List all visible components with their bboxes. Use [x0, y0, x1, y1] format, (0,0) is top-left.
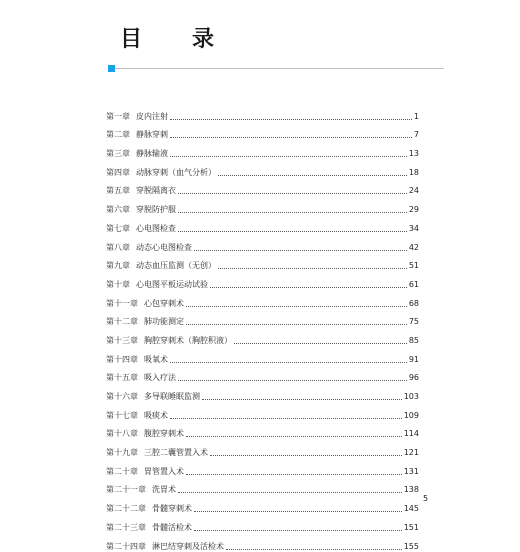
toc-chapter-title: 肺功能测定 [144, 317, 184, 327]
toc-chapter-number: 第六章 [106, 205, 130, 215]
toc-chapter-number: 第十八章 [106, 429, 138, 439]
toc-dot-leader [210, 287, 407, 288]
toc-entry[interactable] [106, 122, 419, 141]
toc-entry[interactable] [106, 215, 419, 234]
toc-dot-leader [186, 306, 407, 307]
toc-dot-leader [218, 268, 407, 269]
toc-chapter-number: 第十二章 [106, 317, 138, 327]
toc-page-number: 96 [408, 373, 419, 383]
toc-entry[interactable] [106, 365, 419, 384]
toc-chapter-title: 多导联睡眠监测 [144, 392, 200, 401]
toc-page-number: 7 [413, 130, 419, 140]
toc-chapter-title: 骨髓穿刺术 [152, 504, 192, 514]
toc-chapter-number: 第十三章 [106, 335, 138, 345]
toc-chapter-number: 第十章 [106, 279, 130, 289]
toc-dot-leader [170, 156, 407, 157]
page-number: 5 [423, 494, 429, 503]
toc-entry[interactable] [106, 402, 419, 421]
toc-page-number: 51 [408, 261, 419, 271]
toc-chapter-title: 吸痰术 [144, 410, 168, 420]
toc-dot-leader [178, 380, 407, 381]
toc-chapter-number: 第十五章 [106, 373, 138, 383]
toc-page-number: 42 [408, 242, 419, 252]
toc-entry[interactable] [106, 346, 419, 365]
toc-page-number: 131 [403, 466, 419, 476]
toc-chapter-number: 第二十章 [106, 466, 138, 476]
toc-chapter-title: 皮内注射 [136, 111, 168, 121]
toc-chapter-title: 穿脱隔离衣 [136, 186, 176, 196]
toc-chapter-title: 淋巴结穿刺及活检术 [152, 541, 224, 551]
toc-chapter-number: 第八章 [106, 242, 130, 252]
toc-page-number: 121 [403, 448, 419, 458]
toc-chapter-number: 第十六章 [106, 392, 138, 401]
toc-entry[interactable] [106, 178, 419, 197]
toc-page-number: 151 [403, 522, 419, 532]
toc-chapter-title: 吸氧术 [144, 354, 168, 364]
toc-chapter-number: 第一章 [106, 111, 130, 121]
toc-chapter-title: 心电图平板运动试验 [136, 279, 208, 289]
toc-dot-leader [226, 549, 402, 550]
toc-chapter-number: 第二十四章 [106, 541, 146, 551]
toc-chapter-number: 第二十三章 [106, 522, 146, 532]
page-title: 目 录 [120, 27, 229, 52]
toc-entry[interactable] [106, 458, 419, 477]
toc-dot-leader [202, 399, 402, 400]
toc-chapter-number: 第十四章 [106, 354, 138, 364]
toc-dot-leader [178, 212, 407, 213]
toc-chapter-number: 第二十一章 [106, 485, 146, 495]
toc-entry[interactable] [106, 514, 419, 533]
toc-dot-leader [178, 193, 407, 194]
toc-entry[interactable] [106, 533, 419, 552]
toc-chapter-title: 静脉输液 [136, 149, 168, 159]
toc-chapter-number: 第二十二章 [106, 504, 146, 514]
toc-chapter-number: 第七章 [106, 223, 130, 233]
toc-chapter-title: 动态心电图检查 [136, 242, 192, 252]
toc-page-number: 68 [408, 298, 419, 308]
toc-chapter-title: 吸入疗法 [144, 373, 176, 383]
toc-page-number: 61 [408, 279, 419, 289]
toc-chapter-title: 心电图检查 [136, 223, 176, 233]
toc-chapter-title: 胸腔穿刺术（胸腔积液） [144, 335, 232, 345]
toc-entry[interactable] [106, 196, 419, 215]
toc-page-number: 91 [408, 354, 419, 364]
table-of-contents [106, 103, 419, 552]
toc-page-number: 155 [403, 541, 419, 551]
toc-chapter-title: 腹腔穿刺术 [144, 429, 184, 439]
toc-chapter-title: 骨髓活检术 [152, 522, 192, 532]
toc-entry[interactable] [106, 327, 419, 346]
toc-entry[interactable] [106, 421, 419, 440]
toc-chapter-title: 静脉穿刺 [136, 130, 168, 140]
top-strip [0, 0, 520, 10]
toc-dot-leader [170, 418, 402, 419]
toc-entry[interactable] [106, 253, 419, 272]
toc-dot-leader [210, 455, 402, 456]
toc-chapter-number: 第十一章 [106, 298, 138, 308]
toc-chapter-number: 第二章 [106, 130, 130, 140]
title-divider [108, 68, 444, 69]
toc-page-number: 109 [403, 410, 419, 420]
toc-dot-leader [170, 119, 412, 120]
toc-page-number: 24 [408, 186, 419, 196]
toc-dot-leader [186, 436, 402, 437]
toc-page-number: 13 [408, 149, 419, 159]
toc-chapter-title: 动脉穿刺（血气分析） [136, 167, 216, 177]
toc-entry[interactable] [106, 439, 419, 458]
toc-entry[interactable] [106, 159, 419, 178]
toc-dot-leader [186, 324, 407, 325]
toc-chapter-title: 心包穿刺术 [144, 298, 184, 308]
toc-dot-leader [218, 175, 407, 176]
toc-page-number: 145 [403, 504, 419, 514]
toc-page-number: 75 [408, 317, 419, 327]
toc-entry[interactable] [106, 477, 419, 496]
toc-page-number: 114 [403, 429, 419, 439]
toc-chapter-number: 第十九章 [106, 448, 138, 458]
toc-chapter-number: 第九章 [106, 261, 130, 271]
toc-page-number: 1 [413, 111, 419, 121]
toc-chapter-number: 第十七章 [106, 410, 138, 420]
toc-entry[interactable] [106, 309, 419, 328]
toc-chapter-number: 第三章 [106, 149, 130, 159]
toc-page-number: 103 [403, 392, 419, 401]
toc-entry[interactable] [106, 103, 419, 122]
toc-chapter-title: 穿脱防护服 [136, 205, 176, 215]
toc-page-number: 29 [408, 205, 419, 215]
toc-chapter-title: 动态血压监测（无创） [136, 261, 216, 271]
toc-entry[interactable] [106, 495, 419, 514]
toc-entry[interactable] [106, 290, 419, 309]
toc-dot-leader [178, 231, 407, 232]
toc-page-number: 138 [403, 485, 419, 495]
toc-dot-leader [194, 250, 407, 251]
toc-chapter-title: 胃管置入术 [144, 466, 184, 476]
toc-dot-leader [234, 343, 407, 344]
toc-dot-leader [170, 137, 412, 138]
toc-entry[interactable] [106, 234, 419, 253]
toc-dot-leader [186, 474, 402, 475]
toc-chapter-number: 第四章 [106, 167, 130, 177]
toc-entry[interactable] [106, 383, 419, 402]
toc-page-number: 34 [408, 223, 419, 233]
toc-chapter-title: 三腔二囊管置入术 [144, 448, 208, 458]
toc-entry[interactable] [106, 271, 419, 290]
toc-chapter-number: 第五章 [106, 186, 130, 196]
title-accent-square [108, 65, 115, 72]
toc-dot-leader [194, 530, 402, 531]
toc-chapter-title: 洗胃术 [152, 485, 176, 495]
toc-dot-leader [178, 492, 402, 493]
toc-page-number: 85 [408, 335, 419, 345]
toc-dot-leader [194, 511, 402, 512]
toc-entry[interactable] [106, 140, 419, 159]
toc-dot-leader [170, 362, 407, 363]
toc-page-number: 18 [408, 167, 419, 177]
